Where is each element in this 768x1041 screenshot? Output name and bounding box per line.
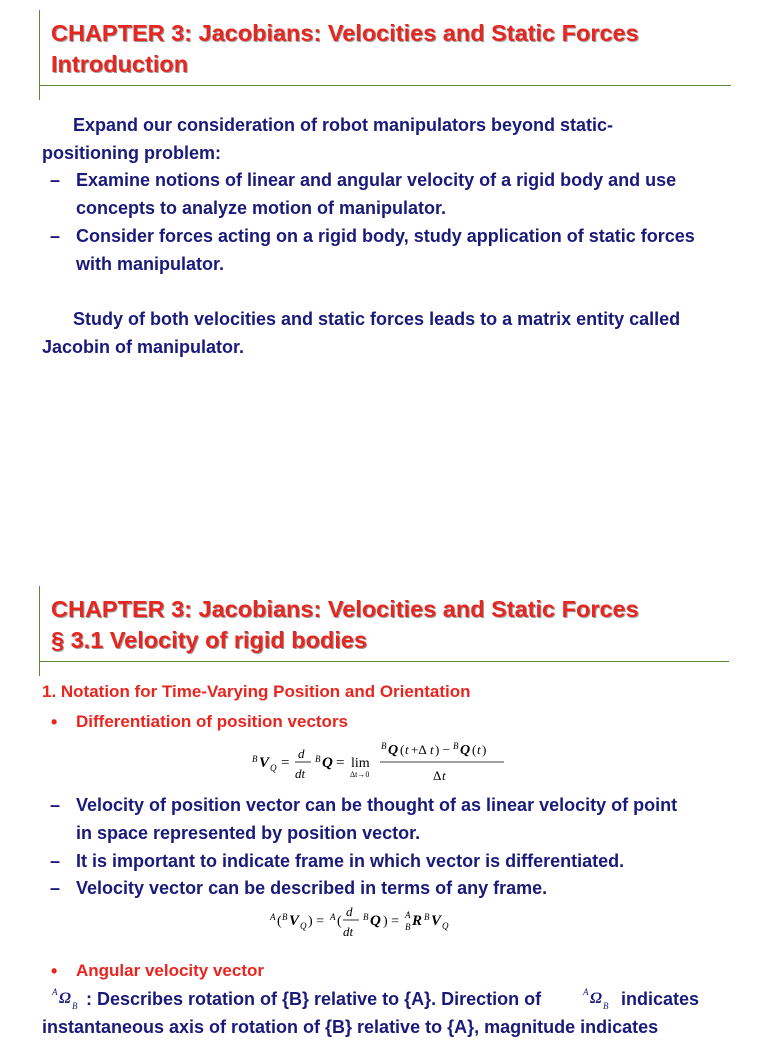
svg-text:=: = [336,755,345,771]
omega-symbol [50,985,86,1013]
slide-title [51,594,639,656]
svg-text:(: ( [472,742,477,757]
dash-marker: – [50,795,61,815]
section-heading: 1. Notation for Time-Varying Position and Orientation [42,682,471,701]
bullet-marker: • [51,712,58,732]
list-item-linear-velocity-line2: in space represented by position vector. [76,823,421,843]
slide-title-line2: § 3.1 Velocity of rigid bodies [51,627,368,653]
frame-velocity-equation [268,902,488,948]
list-item-any-frame: Velocity vector can be described in terms of any frame. [76,878,548,898]
svg-text:Δt→0: Δt→0 [350,770,370,779]
slide-velocity-rigid-bodies [0,576,768,1037]
svg-text:B: B [363,912,369,922]
slide-title-line2: Introduction [51,51,189,77]
bullet-differentiation: Differentiation of position vectors [76,712,349,731]
dash-marker: – [50,226,61,246]
svg-text:B: B [424,912,430,922]
dash-marker: – [50,851,61,871]
intro-paragraph-line2: positioning problem: [42,143,221,163]
svg-text:t: t [477,742,481,757]
title-horizontal-rule [39,85,731,86]
svg-text:Q: Q [460,743,471,758]
svg-text:(: ( [337,914,342,929]
list-item-forces-line2: with manipulator. [76,254,225,274]
summary-paragraph-line1: Study of both velocities and static forces leads to a matrix entity called [73,309,681,329]
title-vertical-rule [39,10,40,100]
svg-text:A: A [583,987,589,997]
svg-text:V: V [431,913,442,929]
svg-text:R: R [412,913,423,929]
svg-text:B: B [453,741,459,751]
svg-text:B: B [72,1001,78,1011]
omega-symbol [581,985,617,1013]
title-horizontal-rule [39,661,729,662]
svg-text:Q: Q [322,755,333,771]
slide-title [51,18,639,80]
omega-description: : Describes rotation of {B} relative to {A}. Direction of [86,989,542,1009]
svg-text:B: B [603,1001,609,1011]
svg-text:Ω: Ω [59,990,71,1007]
svg-text:B: B [282,912,288,922]
svg-text:A: A [405,910,411,920]
svg-text:=: = [281,755,290,771]
omega-description-tail: indicates [621,989,700,1009]
svg-text:lim: lim [351,756,370,771]
svg-text:A: A [330,912,336,922]
bullet-marker: • [51,961,58,981]
svg-text:Q: Q [370,913,381,929]
svg-text:): ) [482,742,487,757]
svg-text:A: A [270,912,276,922]
svg-text:dt: dt [343,924,354,939]
list-item-forces-line1: Consider forces acting on a rigid body, study application of static forces [76,226,695,246]
svg-text:t: t [442,768,446,783]
svg-text:B: B [315,754,321,764]
svg-text:) =: ) = [308,914,325,929]
svg-text:B: B [381,741,387,751]
svg-text:Q: Q [388,743,399,758]
svg-text:+Δ: +Δ [411,742,427,757]
dash-marker: – [50,170,61,190]
svg-text:Ω: Ω [590,990,602,1007]
svg-text:V: V [289,913,300,929]
omega-description-cont: instantaneous axis of rotation of {B} relative to {A}, magnitude indicates [42,1017,659,1037]
svg-text:(: ( [400,742,405,757]
svg-text:t: t [405,742,409,757]
svg-text:Δ: Δ [433,768,442,783]
list-item-linear-velocity-line1: Velocity of position vector can be thought of as linear velocity of point [76,795,678,815]
dash-marker: – [50,878,61,898]
list-item-velocity-line2: concepts to analyze motion of manipulator. [76,198,447,218]
svg-text:A: A [52,987,58,997]
bullet-angular-velocity: Angular velocity vector [76,961,265,980]
slide-title-line1: CHAPTER 3: Jacobians: Velocities and Static Forces [51,596,639,622]
list-item-velocity-line1: Examine notions of linear and angular velocity of a rigid body and use [76,170,677,190]
svg-text:B: B [252,754,258,764]
slide-title-line1: CHAPTER 3: Jacobians: Velocities and Static Forces [51,20,639,46]
svg-text:Q: Q [442,921,449,931]
velocity-definition-equation [250,736,520,790]
svg-text:B: B [405,922,411,932]
svg-text:) −: ) − [435,742,450,757]
svg-text:V: V [259,755,270,771]
svg-text:) =: ) = [383,914,400,929]
svg-text:d: d [346,904,353,919]
summary-paragraph-line2: Jacobin of manipulator. [42,337,245,357]
intro-paragraph-line1: Expand our consideration of robot manipulators beyond static- [73,115,614,135]
svg-text:(: ( [277,914,282,929]
list-item-frame: It is important to indicate frame in which vector is differentiated. [76,851,625,871]
title-vertical-rule [39,586,40,676]
svg-text:dt: dt [295,766,306,781]
svg-text:Q: Q [270,763,277,773]
svg-text:Q: Q [300,921,307,931]
svg-text:t: t [430,742,434,757]
svg-text:d: d [298,746,305,761]
